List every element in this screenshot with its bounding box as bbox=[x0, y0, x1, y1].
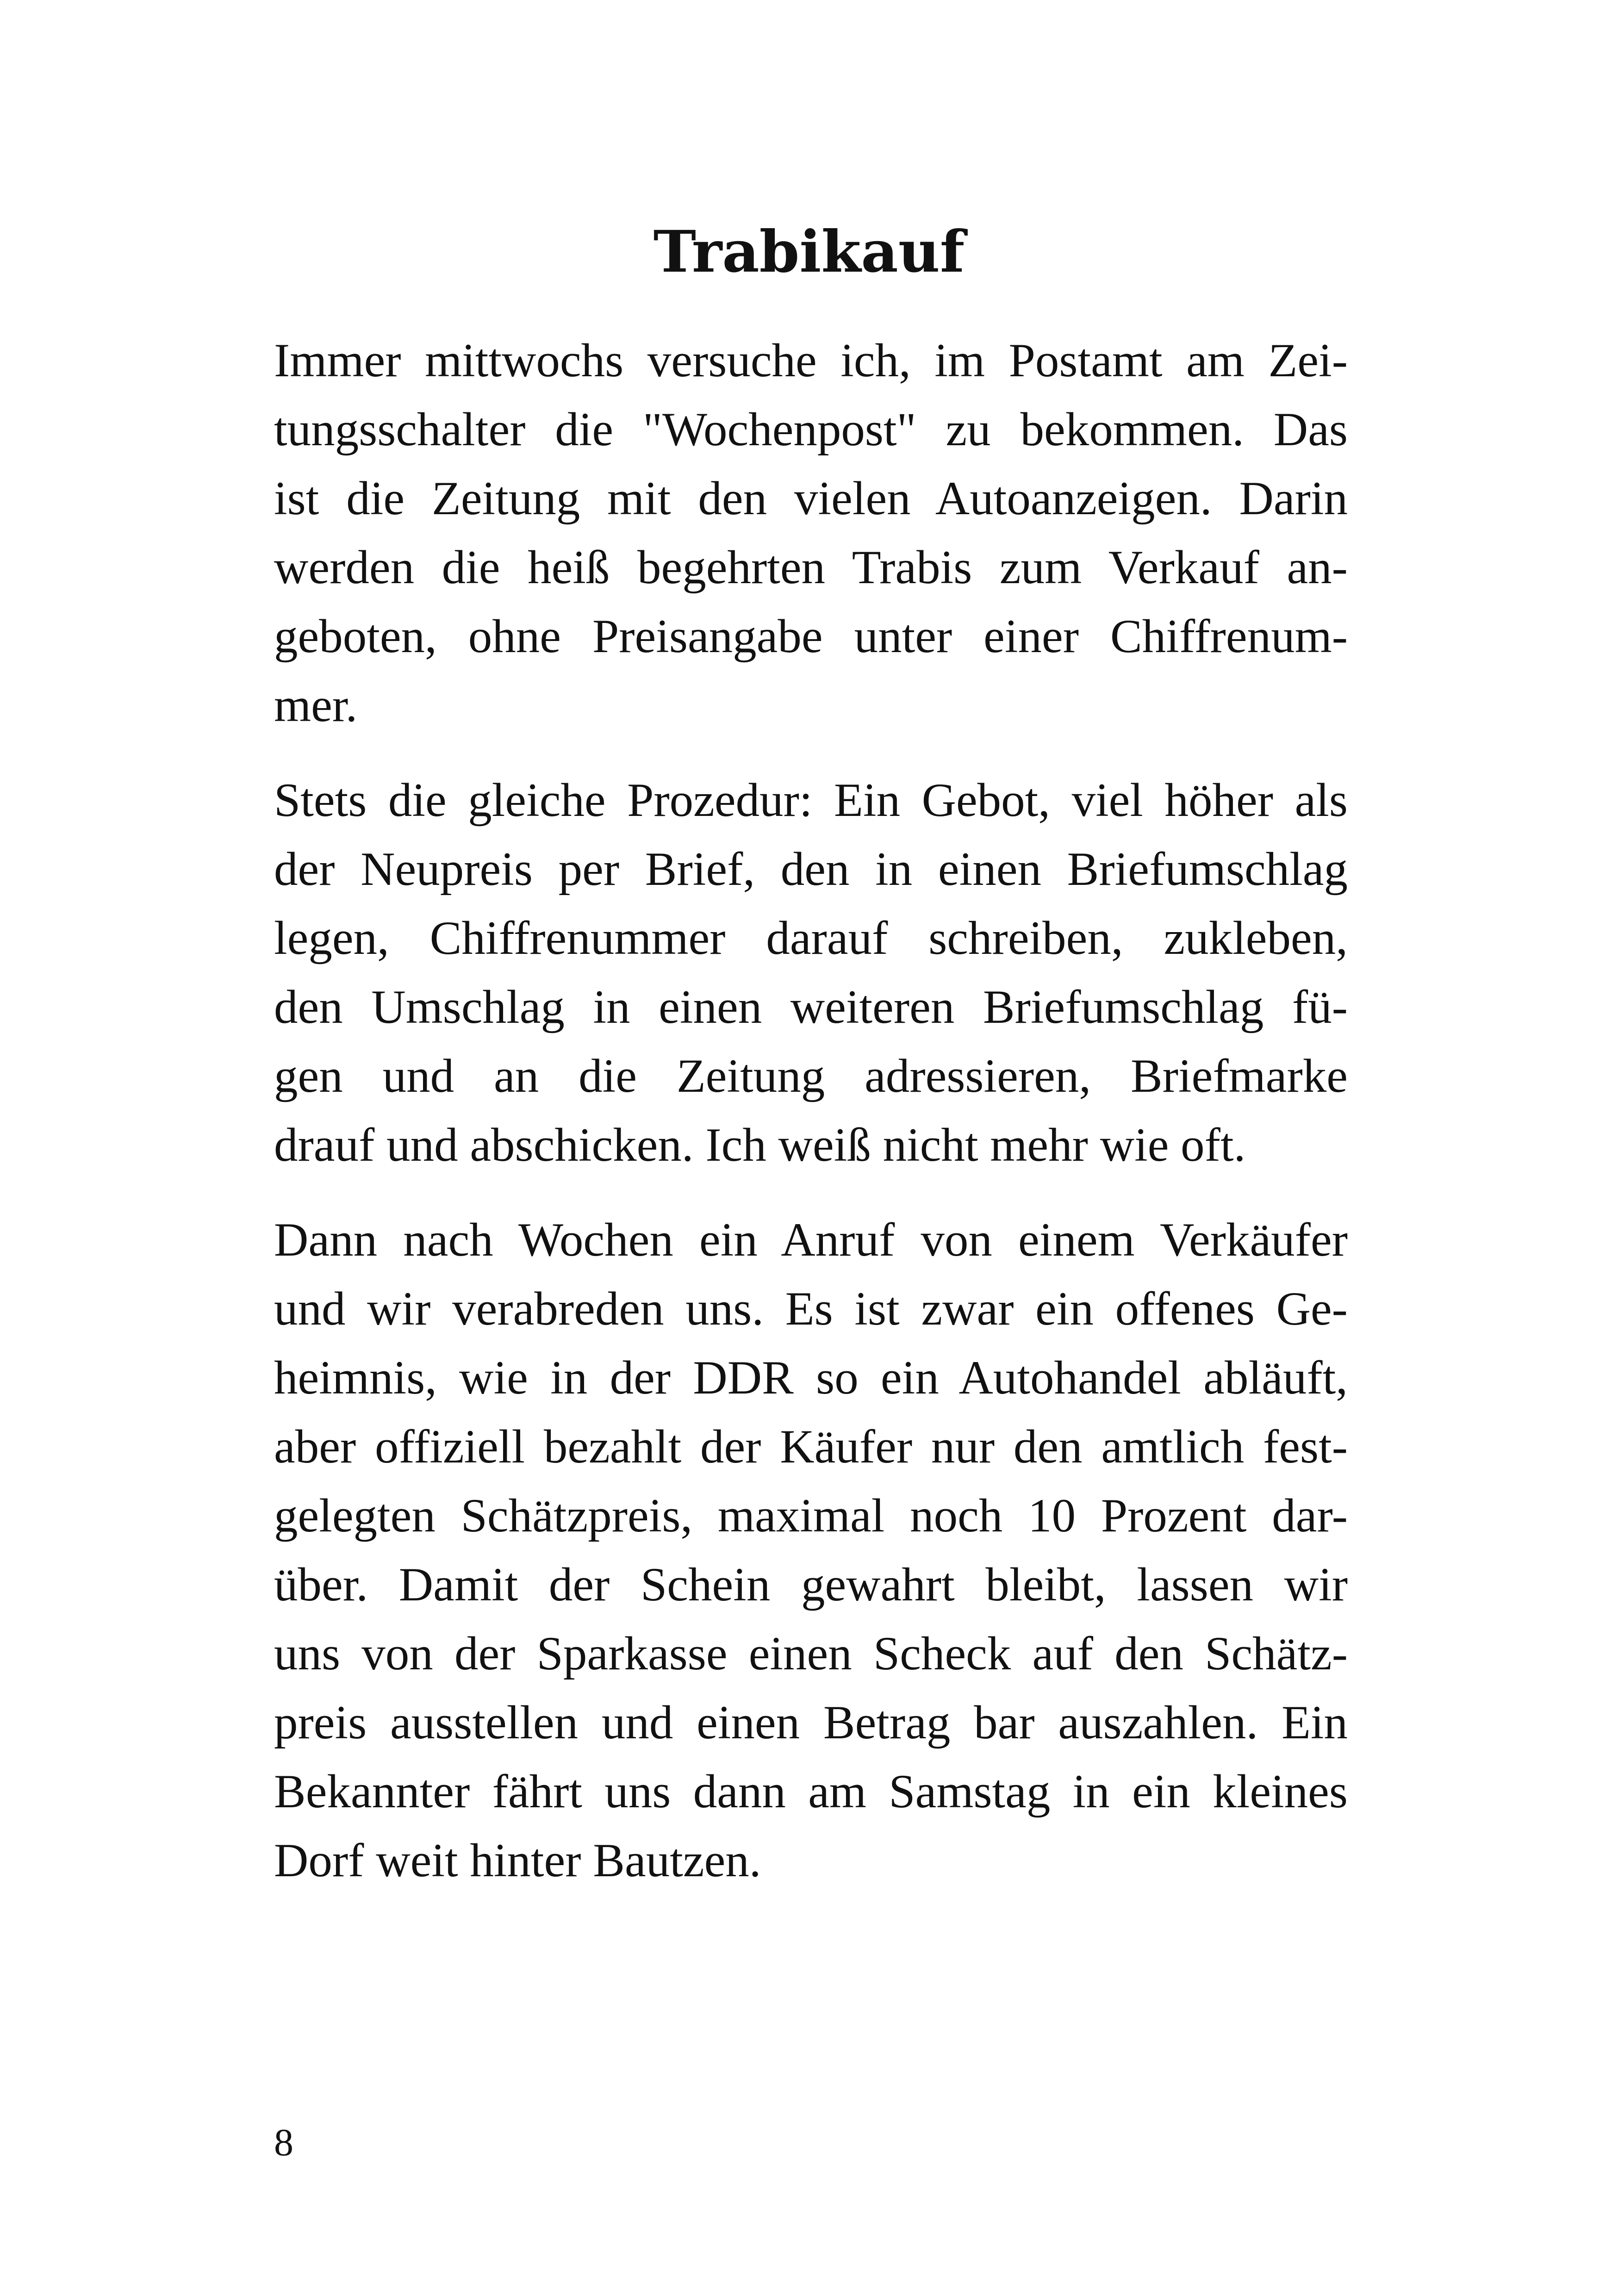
text-line: heimnis, wie in der DDR so ein Autohandel abläuft, bbox=[274, 1351, 1348, 1404]
text-line: tungsschalter die "Wochenpost" zu bekommen. Das bbox=[274, 403, 1348, 456]
text-line: der Neupreis per Brief, den in einen Briefumschlag bbox=[274, 843, 1348, 896]
text-line: werden die heiß begehrten Trabis zum Verkauf an- bbox=[274, 541, 1348, 594]
text-line: drauf und abschicken. Ich weiß nicht mehr wie oft. bbox=[274, 1119, 1246, 1171]
paragraph-1 bbox=[274, 326, 1348, 740]
text-line: über. Damit der Schein gewahrt bleibt, lassen wir bbox=[274, 1558, 1348, 1611]
text-line: gen und an die Zeitung adressieren, Briefmarke bbox=[274, 1050, 1348, 1102]
text-line: Immer mittwochs versuche ich, im Postamt am Zei- bbox=[274, 334, 1348, 387]
text-line: ist die Zeitung mit den vielen Autoanzeigen. Darin bbox=[274, 472, 1348, 525]
text-line: den Umschlag in einen weiteren Briefumschlag fü- bbox=[274, 981, 1348, 1033]
text-line: Bekannter fährt uns dann am Samstag in ein kleines bbox=[274, 1765, 1348, 1818]
text-line: legen, Chiffrenummer darauf schreiben, zukleben, bbox=[274, 912, 1348, 964]
paragraph-2 bbox=[274, 766, 1348, 1180]
text-line: preis ausstellen und einen Betrag bar auszahlen. Ein bbox=[274, 1696, 1348, 1749]
page-number: 8 bbox=[274, 2121, 293, 2164]
text-line: aber offiziell bezahlt der Käufer nur den amtlich fest- bbox=[274, 1420, 1348, 1473]
text-line: mer. bbox=[274, 679, 358, 732]
text-line: Dann nach Wochen ein Anruf von einem Verkäufer bbox=[274, 1213, 1348, 1266]
text-line: Stets die gleiche Prozedur: Ein Gebot, viel höher als bbox=[274, 774, 1348, 827]
chapter-title: Trabikauf bbox=[653, 218, 965, 286]
text-line: uns von der Sparkasse einen Scheck auf den Schätz- bbox=[274, 1627, 1348, 1680]
text-line: und wir verabreden uns. Es ist zwar ein offenes Ge- bbox=[274, 1282, 1348, 1335]
text-line: gelegten Schätzpreis, maximal noch 10 Prozent dar- bbox=[274, 1489, 1348, 1542]
paragraph-3 bbox=[274, 1206, 1348, 1895]
text-line: geboten, ohne Preisangabe unter einer Chiffrenum- bbox=[274, 610, 1348, 663]
text-line: Dorf weit hinter Bautzen. bbox=[274, 1834, 761, 1887]
body-text bbox=[274, 326, 1348, 1921]
